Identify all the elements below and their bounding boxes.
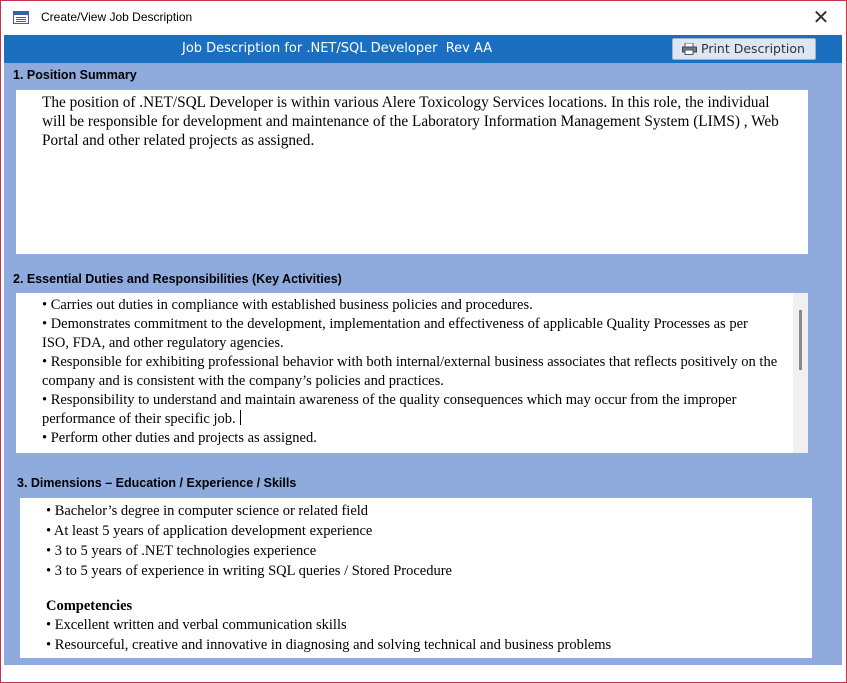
duties-label: 2. Essential Duties and Responsibilities (Key Activities): [13, 272, 342, 286]
scrollbar-thumb[interactable]: [799, 310, 802, 370]
form-body: [4, 35, 842, 665]
duty-item: • Demonstrates commitment to the development, implementation and effectiveness of applicable Quality Processes as per ISO, FDA, and other regulatory agencies.: [42, 316, 748, 351]
dimension-item: • At least 5 years of application development experience: [46, 523, 373, 539]
dimension-item: • Bachelor’s degree in computer science or related field: [46, 503, 369, 519]
form-header: [4, 35, 842, 63]
competencies-title: Competencies: [46, 598, 133, 614]
close-button[interactable]: ✕: [812, 5, 830, 29]
form-icon: [13, 11, 29, 24]
position-summary-label: 1. Position Summary: [13, 68, 137, 82]
window-title: Create/View Job Description: [41, 10, 193, 24]
competency-item: • Excellent written and verbal communication skills: [46, 617, 347, 633]
duties-textbox[interactable]: [16, 293, 808, 453]
duty-item: [42, 391, 778, 429]
position-summary-textbox[interactable]: [16, 90, 808, 254]
dimension-item: • 3 to 5 years of .NET technologies experience: [46, 543, 317, 559]
dimensions-textbox[interactable]: [20, 498, 812, 658]
print-description-button[interactable]: [672, 38, 816, 60]
duty-item: • Responsible for exhibiting professional behavior with both internal/external business associates that reflects positively on the company and is consistent with the company’s policies and practices.: [42, 354, 778, 389]
competency-item: • Resourceful, creative and innovative in diagnosing and solving technical and business problems: [46, 637, 612, 653]
duty-item: • Carries out duties in compliance with established business policies and procedures.: [42, 297, 533, 313]
duty-item: • Perform other duties and projects as assigned.: [42, 430, 317, 446]
title-bar[interactable]: [1, 1, 846, 35]
dimension-item: • 3 to 5 years of experience in writing SQL queries / Stored Procedure: [46, 563, 452, 579]
header-title: Job Description for .NET/SQL Developer Rev AA: [182, 41, 493, 56]
text-cursor: [240, 410, 241, 425]
print-button-label: Print Description: [701, 41, 805, 56]
position-summary-text: The position of .NET/SQL Developer is within various Alere Toxicology Services locations. In this role, the individual will be responsible for development and maintenance of the Laboratory Information Management System (LIMS) , Web Portal and other related projects as assigned.: [42, 94, 779, 149]
dimensions-label: 3. Dimensions – Education / Experience / Skills: [17, 476, 297, 490]
duties-scrollbar[interactable]: [793, 293, 808, 453]
duty-item-text: • Responsibility to understand and maintain awareness of the quality consequences which may occur from the improper performance of their specific job.: [42, 392, 737, 427]
printer-icon: [682, 43, 697, 55]
